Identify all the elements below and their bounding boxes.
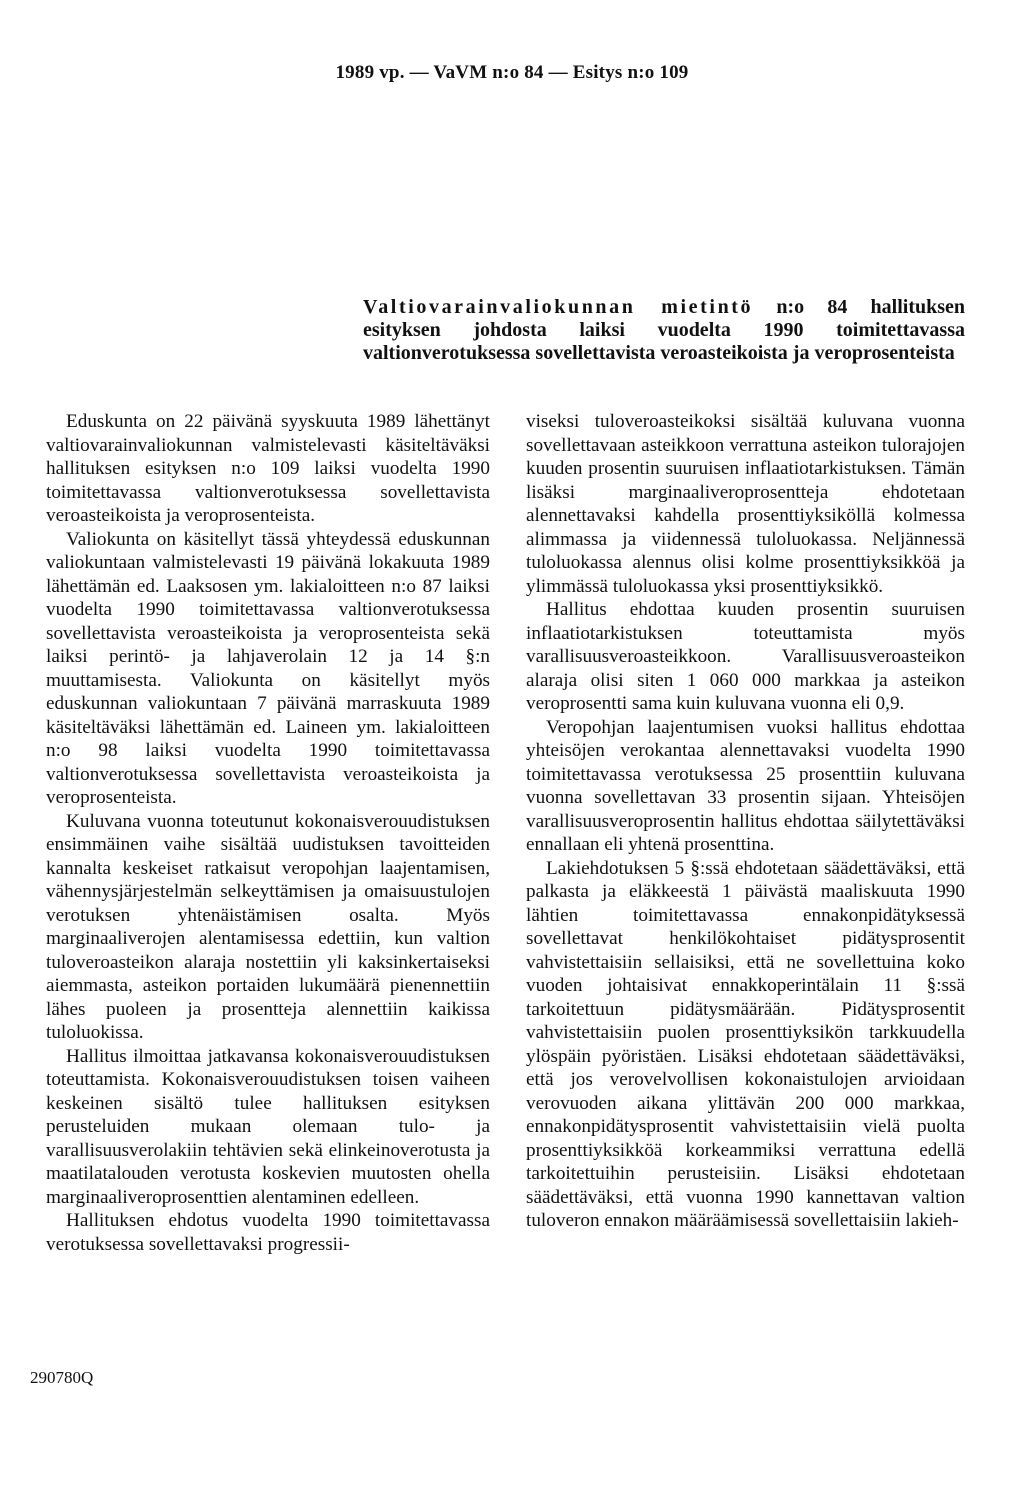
report-title [363,296,965,365]
paragraph: viseksi tuloveroasteikoksi sisältää kuluvana vuonna sovellettavaan asteikkoon verrattuna asteikon tulorajojen kuuden prosentin suuruisen inflaatiotarkistuksen. Tämän lisäksi marginaaliveroprosentteja ehdotetaan alennettavaksi kahdella prosenttiyksiköllä kolmessa alimmassa ja viidennessä tuloluokassa. Neljännessä tuloluokassa alennus olisi kolme prosenttiyksikköä ja ylimmässä tuloluokassa yksi prosenttiyksikkö. [526,411,965,597]
report-title-spaced: Valtiovarainvaliokunnan mietintö [363,296,754,318]
paragraph: Valiokunta on käsitellyt tässä yhteydessä eduskunnan valiokuntaan valmistelevasti 19 päivänä lokakuuta 1989 lähettämän ed. Laaksosen ym. lakialoitteen n:o 87 laiksi vuodelta 1990 toimitettavassa valtionverotuksessa sovellettavista veroasteikoista ja veroprosenteista sekä laiksi perintö- ja lahjaverolain 12 ja 14 §:n muuttamisesta. Valiokunta on käsitellyt myös eduskunnan valiokuntaan 7 päivänä marraskuuta 1989 käsiteltäväksi lähettämän ed. Laineen ym. lakialoitteen n:o 98 laiksi vuodelta 1990 toimitettavassa valtionverotuksessa sovellettavista veroasteikoista ja veroprosenteista. [46,528,490,808]
right-column [526,410,965,1233]
page-header: 1989 vp. — VaVM n:o 84 — Esitys n:o 109 [335,62,689,83]
paragraph: Veropohjan laajentumisen vuoksi hallitus ehdottaa yhteisöjen verokantaa alennettavaksi vuodelta 1990 toimitettavassa verotuksessa 25 prosenttiin kuluvana vuonna sovellettavan 33 prosentin sijaan. Yhteisöjen varallisuusveroprosentin hallitus ehdottaa säilytettäväksi ennallaan eli yhtenä prosenttina. [526,716,965,855]
paragraph: Hallitus ilmoittaa jatkavansa kokonaisverouudistuksen toteuttamista. Kokonaisverouudistuksen toisen vaiheen keskeinen sisältö tulee hallituksen esityksen perusteluiden mukaan olemaan tulo- ja varallisuusverolakiin tehtävien sekä elinkeinoverotusta ja maatilatalouden verotusta koskevien muutosten ohella marginaaliveroprosenttien alentaminen edelleen. [46,1045,490,1208]
left-column [46,410,490,1256]
paragraph: Kuluvana vuonna toteutunut kokonaisverouudistuksen ensimmäinen vaihe sisältää uudistuksen tavoitteiden kannalta keskeiset ratkaisut veropohjan laajentamisen, vähennysjärjestelmän selkeyttämisen ja omaisuustulojen verotuksen yhtenäistämisen osalta. Myös marginaaliverojen alentamisessa edettiin, kun valtion tuloveroasteikon alaraja nostettiin yli kaksinkertaiseksi aiemmasta, asteikon portaiden lukumäärä pienennettiin lähes puoleen ja prosenttеja alennettiin kaikissa tuloluokissa. [46,810,490,1043]
document-code: 290780Q [30,1368,94,1387]
paragraph: Lakiehdotuksen 5 §:ssä ehdotetaan säädettäväksi, että palkasta ja eläkkeestä 1 päivästä maaliskuuta 1990 lähtien toimitettavassa ennakonpidätyksessä sovellettavat henkilökohtaiset pidätysprosentit vahvistettaisiin sellaisiksi, että ne sovellettuina koko vuoden johtaisivat ennakkoperintälain 11 §:ssä tarkoitettuun pidätysmäärään. Pidätysprosentit vahvistettaisiin puolen prosenttiyksikön tarkkuudella ylöspäin pyöristäen. Lisäksi ehdotetaan säädettäväksi, että jos verovelvollisen kokonaistulojen arvioidaan verovuoden aikana ylittävän 200 000 markkaa, ennakonpidätysprosentit vahvistettaisiin vielä puolta prosenttiyksikköä korkeammiksi verrattuna edellä tarkoitettuihin perusteisiin. Lisäksi ehdotetaan säädettäväksi, että vuonna 1990 kannettavan valtion tuloveron ennakon määräämisessä sovellettaisiin lakieh- [526,857,965,1231]
paragraph: Eduskunta on 22 päivänä syyskuuta 1989 lähettänyt valtiovarainvaliokunnan valmistelevasti käsiteltäväksi hallituksen esityksen n:o 109 laiksi vuodelta 1990 toimitettavassa valtionverotuksessa sovellettavista veroasteikoista ja veroprosenteista. [46,411,490,526]
report-title-rest: n:o 84 hallituksen esityksen johdosta laiksi vuodelta 1990 toimitettavassa valtionverotuksessa sovellettavista veroasteikoista ja veroprosenteista [363,296,966,364]
paragraph: Hallituksen ehdotus vuodelta 1990 toimitettavassa verotuksessa sovellettavaksi progressii- [46,1210,490,1255]
paragraph: Hallitus ehdottaa kuuden prosentin suuruisen inflaatiotarkistuksen toteuttamista myös varallisuusveroasteikkoon. Varallisuusveroasteikon alaraja olisi siten 1 060 000 markkaa ja asteikon veroprosentti sama kuin kuluvana vuonna eli 0,9. [526,599,965,714]
